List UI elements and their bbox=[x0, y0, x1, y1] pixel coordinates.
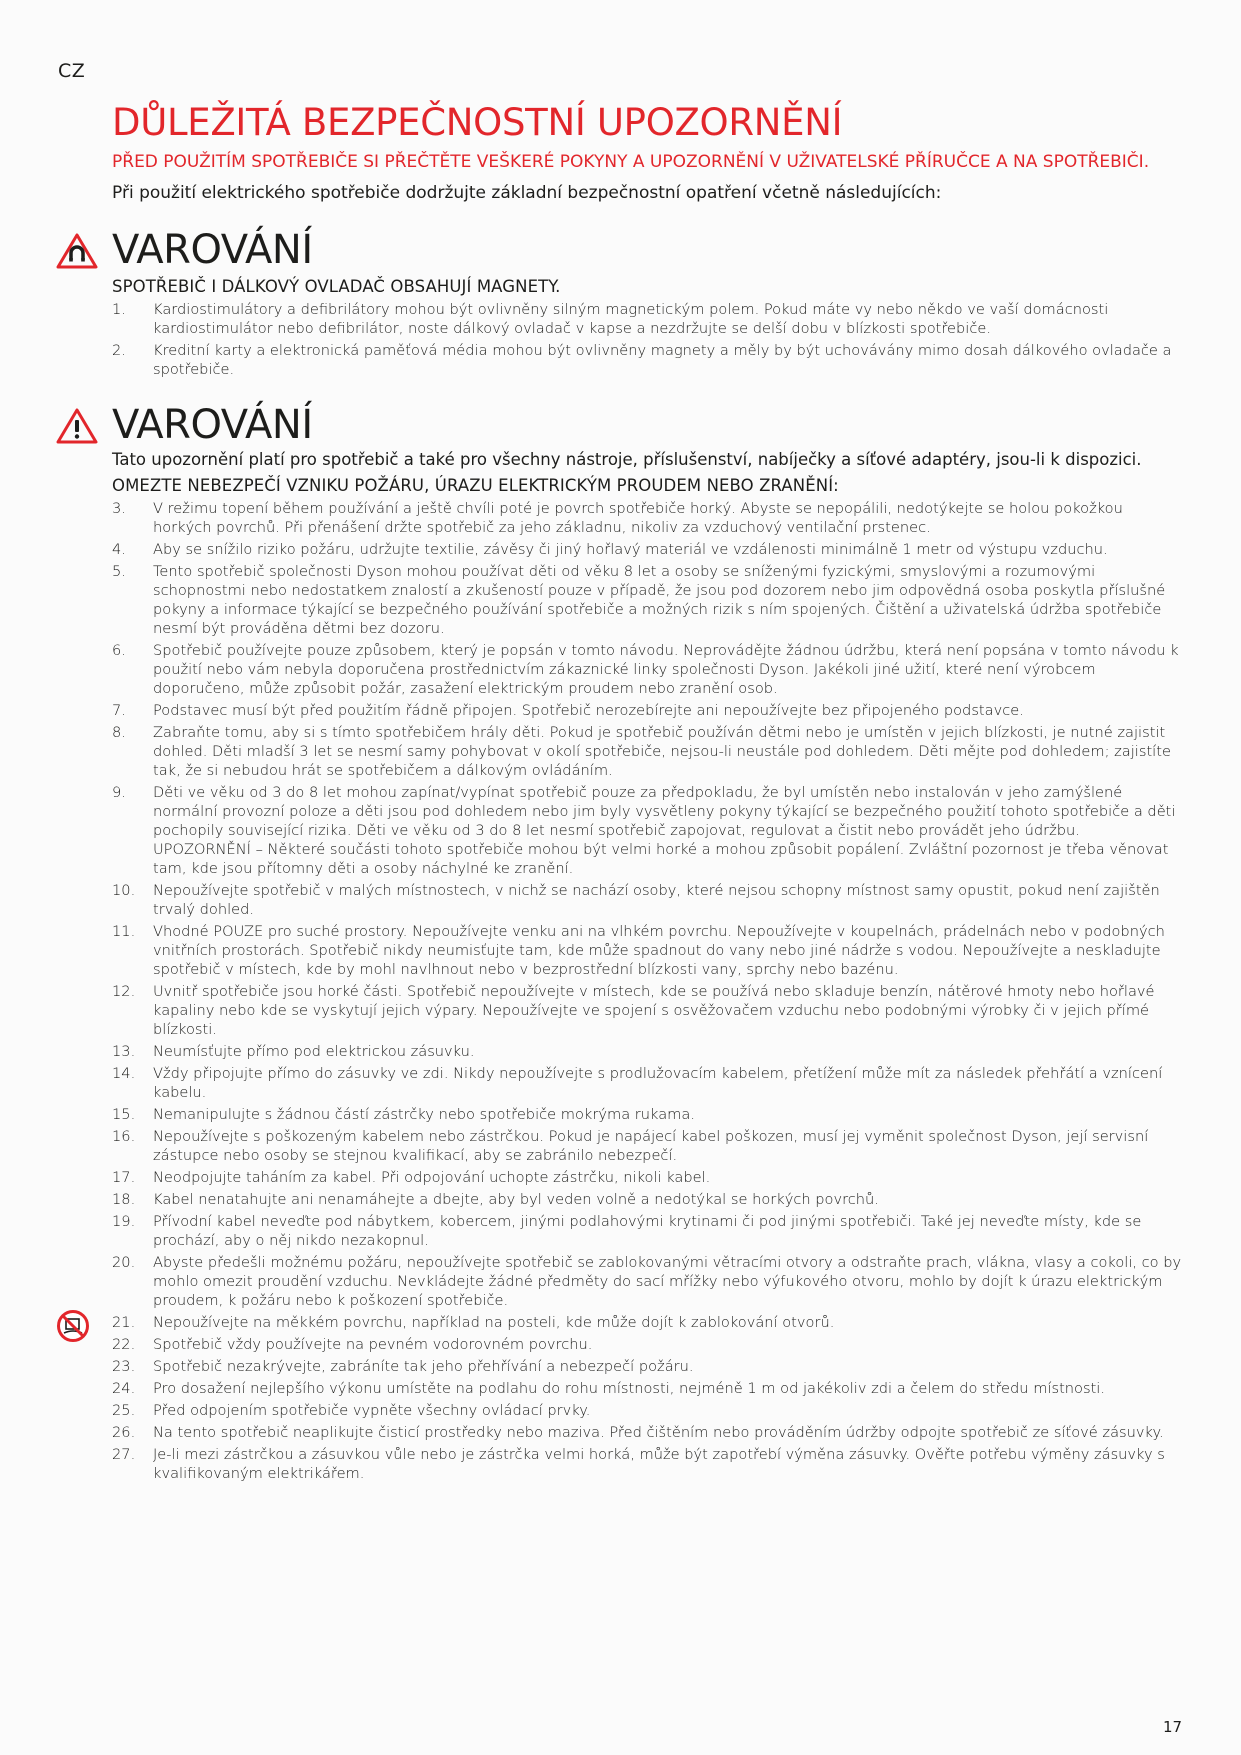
item-text: Přívodní kabel neveďte pod nábytkem, kobercem, jinými podlahovými krytinami či pod jinými spotřebiči. Také jej neveďte místy, kde se prochází, aby o něj nikdo nezakopnul. bbox=[153, 1213, 1142, 1249]
list-item bbox=[112, 1190, 1182, 1209]
safety-instruction-list bbox=[112, 499, 1182, 1483]
list-item bbox=[112, 1253, 1182, 1310]
item-text: Pro dosažení nejlepšího výkonu umístěte na podlahu do rohu místnosti, nejméně 1 m od jakékoliv zdi a čelem do středu místnosti. bbox=[153, 1380, 1105, 1397]
item-number: 17. bbox=[112, 1169, 136, 1186]
item-number: 2. bbox=[112, 342, 126, 359]
list-item bbox=[112, 1313, 1182, 1332]
warning-scope-note: Tato upozornění platí pro spotřebič a také pro všechny nástroje, příslušenství, nabíječky a síťové adaptéry, jsou-li k dispozici. bbox=[112, 450, 1142, 469]
item-number: 16. bbox=[112, 1128, 136, 1145]
item-text: Neodpojujte taháním za kabel. Při odpojování uchopte zástrčku, nikoli kabel. bbox=[153, 1169, 711, 1186]
list-item bbox=[112, 1445, 1182, 1483]
item-number: 10. bbox=[112, 882, 136, 899]
item-text: Nepoužívejte s poškozeným kabelem nebo zástrčkou. Pokud je napájecí kabel poškozen, musí jej vyměnit společnost Dyson, její servisní zástupce nebo osoby se stejnou kvalifikací, aby se zabránilo nebezpečí. bbox=[153, 1128, 1149, 1164]
item-number: 26. bbox=[112, 1424, 136, 1441]
exclamation-warning-icon bbox=[56, 407, 98, 445]
item-text: Nemanipulujte s žádnou částí zástrčky nebo spotřebiče mokrýma rukama. bbox=[153, 1106, 695, 1123]
item-number: 23. bbox=[112, 1358, 136, 1375]
list-item bbox=[112, 562, 1182, 638]
warning-subhead: OMEZTE NEBEZPEČÍ VZNIKU POŽÁRU, ÚRAZU ELEKTRICKÝM PROUDEM NEBO ZRANĚNÍ: bbox=[112, 476, 839, 495]
item-number: 25. bbox=[112, 1402, 136, 1419]
page-intro: Při použití elektrického spotřebiče dodržujte základní bezpečnostní opatření včetně následujících: bbox=[112, 183, 942, 203]
item-text: Vždy připojujte přímo do zásuvky ve zdi. Nikdy nepoužívejte s prodlužovacím kabelem, přetížení může mít za následek přehřátí a vznícení kabelu. bbox=[153, 1065, 1163, 1101]
item-number: 27. bbox=[112, 1446, 136, 1463]
item-number: 12. bbox=[112, 983, 136, 1000]
language-code: CZ bbox=[58, 60, 86, 82]
warning-subhead: SPOTŘEBIČ I DÁLKOVÝ OVLADAČ OBSAHUJÍ MAGNETY. bbox=[112, 277, 561, 296]
list-item bbox=[112, 341, 1182, 379]
item-number: 8. bbox=[112, 724, 126, 741]
item-number: 1. bbox=[112, 301, 126, 318]
list-item bbox=[112, 701, 1182, 720]
item-number: 13. bbox=[112, 1043, 136, 1060]
item-text: Kabel nenatahujte ani nenamáhejte a dbejte, aby byl veden volně a nedotýkal se horkých povrchů. bbox=[153, 1191, 879, 1208]
item-text: Spotřebič používejte pouze způsobem, který je popsán v tomto návodu. Neprovádějte žádnou údržbu, která není popsána v tomto návodu k použití nebo vám nebyla doporučena prostřednictvím zákaznické linky společnosti Dyson. Jakékoli jiné užití, které není výrobcem doporučeno, může způsobit požár, zasažení elektrickým proudem nebo zranění osob. bbox=[153, 642, 1179, 697]
list-item bbox=[112, 1212, 1182, 1250]
item-text: Nepoužívejte na měkkém povrchu, například na posteli, kde může dojít k zablokování otvorů. bbox=[153, 1314, 835, 1331]
list-item bbox=[112, 881, 1182, 919]
list-item bbox=[112, 1401, 1182, 1420]
list-item bbox=[112, 499, 1182, 537]
item-text: Je-li mezi zástrčkou a zásuvkou vůle nebo je zástrčka velmi horká, může být zapotřebí výměna zásuvky. Ověřte potřebu výměny zásuvky s kvalifikovaným elektrikářem. bbox=[153, 1446, 1165, 1482]
list-item bbox=[112, 540, 1182, 559]
item-number: 7. bbox=[112, 702, 126, 719]
list-item bbox=[112, 641, 1182, 698]
list-item bbox=[112, 1423, 1182, 1442]
item-number: 6. bbox=[112, 642, 126, 659]
item-text: Neumísťujte přímo pod elektrickou zásuvku. bbox=[153, 1043, 475, 1060]
warning-title: VAROVÁNÍ bbox=[112, 227, 313, 273]
list-item bbox=[112, 1379, 1182, 1398]
item-text: Spotřebič nezakrývejte, zabráníte tak jeho přehřívání a nebezpečí požáru. bbox=[153, 1358, 694, 1375]
magnet-warning-icon bbox=[56, 232, 98, 270]
item-text: Děti ve věku od 3 do 8 let mohou zapínat/vypínat spotřebič pouze za předpokladu, že byl umístěn nebo instalován v jeho zamýšlené normální provozní poloze a děti jsou pod dohledem nebo jim byly vysvětleny pokyny týkající se bezpečného použití tohoto spotřebiče a děti pochopily související rizika. Děti ve věku od 3 do 8 let nesmí spotřebič zapojovat, regulovat a čistit nebo provádět jeho údržbu. UPOZORNĚNÍ – Některé součásti tohoto spotřebiče mohou být velmi horké a mohou způsobit popálení. Zvláštní pozornost je třeba věnovat tam, kde jsou přítomny děti a osoby náchylné ke zranění. bbox=[153, 784, 1176, 877]
list-item bbox=[112, 982, 1182, 1039]
item-number: 14. bbox=[112, 1065, 136, 1082]
item-number: 3. bbox=[112, 500, 126, 517]
list-item bbox=[112, 783, 1182, 878]
item-number: 19. bbox=[112, 1213, 136, 1230]
list-item bbox=[112, 922, 1182, 979]
page-number: 17 bbox=[1163, 1718, 1183, 1736]
item-number: 9. bbox=[112, 784, 126, 801]
no-soft-surface-icon bbox=[56, 1309, 90, 1343]
list-item bbox=[112, 1105, 1182, 1124]
item-text: V režimu topení během používání a ještě chvíli poté je povrch spotřebiče horký. Abyste se nepopálili, nedotýkejte se holou pokožkou horkých povrchů. Při přenášení držte spotřebič za jeho základnu, nikoliv za vzduchový ventilační prstenec. bbox=[153, 500, 1123, 536]
item-number: 24. bbox=[112, 1380, 136, 1397]
magnet-instruction-list bbox=[112, 300, 1182, 379]
item-number: 15. bbox=[112, 1106, 136, 1123]
item-text: Uvnitř spotřebiče jsou horké části. Spotřebič nepoužívejte v místech, kde se používá nebo skladuje benzín, nátěrové hmoty nebo hořlavé kapaliny nebo kde se vyskytují jejich výpary. Nepoužívejte ve spojení s osvěžovačem vzduchu nebo podobnými výrobky či v jejich přímé blízkosti. bbox=[153, 983, 1155, 1038]
item-text: Na tento spotřebič neaplikujte čisticí prostředky nebo maziva. Před čištěním nebo prováděním údržby odpojte spotřebič ze síťové zásuvky. bbox=[153, 1424, 1164, 1441]
item-number: 4. bbox=[112, 541, 126, 558]
list-item bbox=[112, 723, 1182, 780]
safety-content bbox=[112, 100, 1182, 1486]
list-item bbox=[112, 1168, 1182, 1187]
item-number: 5. bbox=[112, 563, 126, 580]
list-item bbox=[112, 1042, 1182, 1061]
item-text: Kreditní karty a elektronická paměťová média mohou být ovlivněny magnety a měly by být uchovávány mimo dosah dálkového ovladače a spotřebiče. bbox=[153, 342, 1172, 378]
list-item bbox=[112, 300, 1182, 338]
warning-section-magnets bbox=[112, 226, 1182, 379]
warning-title: VAROVÁNÍ bbox=[112, 402, 313, 448]
item-text: Kardiostimulátory a defibrilátory mohou být ovlivněny silným magnetickým polem. Pokud máte vy nebo někdo ve vaší domácnosti kardiostimulátor nebo defibrilátor, noste dálkový ovladač v kapse a nezdržujte se delší dobu v blízkosti spotřebiče. bbox=[153, 301, 1109, 337]
list-item bbox=[112, 1127, 1182, 1165]
item-text: Před odpojením spotřebiče vypněte všechny ovládací prvky. bbox=[153, 1402, 591, 1419]
item-text: Tento spotřebič společnosti Dyson mohou používat děti od věku 8 let a osoby se sníženými fyzickými, smyslovými a rozumovými schopnostmi nebo nedostatkem znalostí a zkušeností pouze v případě, že jsou pod dozorem nebo jim odpovědná osoba poskytla příslušné pokyny a informace týkající se bezpečného používání spotřebiče a možných rizik s ním spojených. Čištění a uživatelská údržba spotřebiče nesmí být prováděna dětmi bez dozoru. bbox=[153, 563, 1166, 637]
item-number: 11. bbox=[112, 923, 136, 940]
item-text: Nepoužívejte spotřebič v malých místnostech, v nichž se nachází osoby, které nejsou schopny místnost samy opustit, pokud není zajištěn trvalý dohled. bbox=[153, 882, 1160, 918]
item-number: 20. bbox=[112, 1254, 136, 1271]
page-subtitle: PŘED POUŽITÍM SPOTŘEBIČE SI PŘEČTĚTE VEŠKERÉ POKYNY A UPOZORNĚNÍ V UŽIVATELSKÉ PŘÍRUČCE A NA SPOTŘEBIČI. bbox=[112, 152, 1150, 172]
item-number: 22. bbox=[112, 1336, 136, 1353]
warning-section-general bbox=[112, 401, 1182, 1483]
item-text: Aby se snížilo riziko požáru, udržujte textilie, závěsy či jiný hořlavý materiál ve vzdálenosti minimálně 1 metr od výstupu vzduchu. bbox=[153, 541, 1108, 558]
item-text: Abyste předešli možnému požáru, nepoužívejte spotřebič se zablokovanými větracími otvory a odstraňte prach, vlákna, vlasy a cokoli, co by mohlo omezit proudění vzduchu. Nevkládejte žádné předměty do sací mřížky nebo výfukového otvoru, mohlo by dojít k úrazu elektrickým proudem, k požáru nebo k poškození spotřebiče. bbox=[153, 1254, 1182, 1309]
list-item bbox=[112, 1335, 1182, 1354]
item-number: 18. bbox=[112, 1191, 136, 1208]
page-title: DŮLEŽITÁ BEZPEČNOSTNÍ UPOZORNĚNÍ bbox=[112, 101, 843, 144]
item-text: Vhodné POUZE pro suché prostory. Nepoužívejte venku ani na vlhkém povrchu. Nepoužívejte v koupelnách, prádelnách nebo v podobných vnitřních prostorách. Spotřebič nikdy neumisťujte tam, kde může spadnout do vany nebo jiné nádrže s vodou. Nepoužívejte a neskladujte spotřebič v místech, kde by mohl navlhnout nebo v bezprostřední blízkosti vany, sprchy nebo bazénu. bbox=[153, 923, 1165, 978]
item-number: 21. bbox=[112, 1314, 136, 1331]
item-text: Podstavec musí být před použitím řádně připojen. Spotřebič nerozebírejte ani nepoužívejte bez připojeného podstavce. bbox=[153, 702, 1024, 719]
list-item bbox=[112, 1357, 1182, 1376]
list-item bbox=[112, 1064, 1182, 1102]
item-text: Spotřebič vždy používejte na pevném vodorovném povrchu. bbox=[153, 1336, 593, 1353]
item-text: Zabraňte tomu, aby si s tímto spotřebičem hrály děti. Pokud je spotřebič používán dětmi nebo je umístěn v jejich blízkosti, je nutné zajistit dohled. Děti mladší 3 let se nesmí samy pohybovat v okolí spotřebiče, nejsou-li neustále pod dohledem. Děti mějte pod dohledem; zajistíte tak, že si nebudou hrát se spotřebičem a dálkovým ovládáním. bbox=[153, 724, 1171, 779]
